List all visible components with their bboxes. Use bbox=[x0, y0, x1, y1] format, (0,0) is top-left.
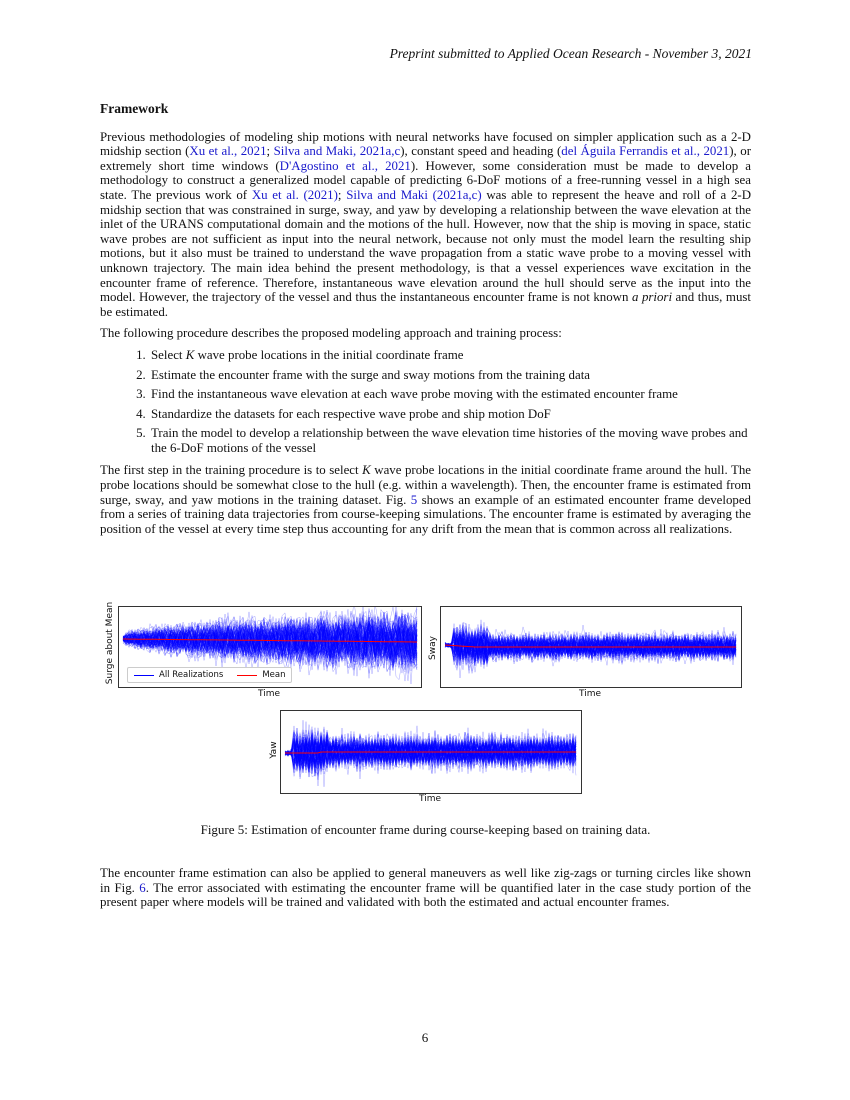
citation-link[interactable]: Xu et al., 2021 bbox=[189, 144, 267, 159]
legend-swatch-red bbox=[237, 675, 257, 676]
paragraph-2: The following procedure describes the proposed modeling approach and training process: bbox=[100, 326, 562, 341]
yaw-plot bbox=[280, 710, 582, 794]
emphasis: a priori bbox=[631, 290, 673, 305]
list-item: 2. Estimate the encounter frame with the surge and sway motions from the training data bbox=[149, 368, 751, 383]
text: ). However, some consideration must be made to develop a methodology to construct a generalized model capable of predicting 6-DoF motions of a free-running vessel in a high sea state. The previous work of bbox=[100, 158, 752, 202]
paragraph-1 bbox=[100, 130, 751, 320]
text: ; bbox=[337, 187, 347, 202]
text: was able to represent the heave and roll of a 2-D midship section that was constrained in surge, sway, and yaw by developing a relationship between the wave elevation at the inlet of the URANS computational domain and the motions of the hull. However, now that the ship is moving in space, static wave probes are not sufficient as input into the neural network, because not only must the model learn the resulting ship motions, but it also must be trained to understand the wave propagation from a static wave probe to a moving vessel with unknown trajectory. The main idea behind the present methodology, is that a vessel experiences wave excitation in the encounter frame of reference. Therefore, instantaneous wave elevation around the hull should serve as the input into the model. However, the trajectory of the vessel and thus the instantaneous encounter frame is not known bbox=[100, 187, 752, 305]
list-item: 1. Select K wave probe locations in the initial coordinate frame bbox=[149, 348, 751, 363]
list-item: 4. Standardize the datasets for each respective wave probe and ship motion DoF bbox=[149, 407, 751, 422]
sway-xlabel: Time bbox=[578, 689, 602, 699]
text: Previous methodologies of modeling ship motions with neural networks have focused on simpler application such as a 2-D midship section ( bbox=[100, 129, 751, 159]
citation-link[interactable]: Silva and Maki, 2021a,c bbox=[273, 144, 401, 159]
math-var: K bbox=[362, 463, 371, 478]
paragraph-4: The encounter frame estimation can also be applied to general maneuvers as well like zig-zags or turning circles like shown in Fig. 6. The error associated with estimating the encounter frame will be quantified later in the case study portion of the present paper where models will be trained and validated with both the estimated and actual encounter frames. bbox=[100, 866, 752, 910]
surge-plot bbox=[118, 606, 422, 688]
text: and thus, must be estimated. bbox=[100, 290, 751, 319]
list-item: 5. Train the model to develop a relationship between the wave elevation time histories of the moving wave probes and the 6-DoF motions of the vessel bbox=[149, 426, 751, 455]
text: ), or extremely short time windows ( bbox=[100, 144, 752, 173]
yaw-xlabel: Time bbox=[418, 794, 442, 804]
procedure-list bbox=[100, 348, 751, 456]
citation-link[interactable]: del Águila Ferrandis et al., 2021 bbox=[561, 144, 730, 159]
yaw-ylabel: Yaw bbox=[269, 741, 279, 759]
running-header: Preprint submitted to Applied Ocean Research - November 3, 2021 bbox=[389, 46, 752, 61]
paragraph-3: The first step in the training procedure is to select K wave probe locations in the initial coordinate frame around the hull. The probe locations should be somewhat close to the hull (e.g. within a wavelength). Then, the encounter frame is estimated from surge, sway, and yaw motions in the training dataset. Fig. 5 shows an example of an estimated encounter frame developed from a series of training data trajectories from course-keeping simulations. The encounter frame is estimated by averaging the position of the vessel at every time step thus accounting for any drift from the mean that is common across all realizations. bbox=[100, 463, 752, 536]
page-number: 6 bbox=[421, 1030, 429, 1045]
figure-ref-link[interactable]: 6 bbox=[139, 880, 146, 895]
math-var: K bbox=[185, 347, 195, 362]
legend-swatch-blue bbox=[134, 675, 154, 676]
figure-ref-link[interactable]: 5 bbox=[410, 492, 418, 507]
sway-plot-svg bbox=[441, 607, 741, 687]
citation-link[interactable]: Silva and Maki (2021a,c) bbox=[346, 187, 482, 202]
citation-link[interactable]: Xu et al. (2021) bbox=[251, 187, 338, 202]
citation-link[interactable]: D'Agostino et al., 2021 bbox=[279, 158, 411, 173]
figure-caption: Figure 5: Estimation of encounter frame during course-keeping based on training data. bbox=[200, 822, 651, 837]
sway-plot bbox=[440, 606, 742, 688]
sway-ylabel: Sway bbox=[428, 636, 438, 660]
legend-item-mean: Mean bbox=[237, 670, 285, 680]
section-title: Framework bbox=[100, 101, 169, 116]
surge-ylabel: Surge about Mean bbox=[105, 601, 115, 685]
legend bbox=[127, 667, 292, 683]
main-content bbox=[100, 102, 751, 543]
text: ), constant speed and heading ( bbox=[400, 144, 562, 159]
figure-5 bbox=[100, 598, 751, 843]
yaw-plot-svg bbox=[281, 711, 581, 793]
list-item: 3. Find the instantaneous wave elevation at each wave probe moving with the estimated encounter frame bbox=[149, 387, 751, 402]
text: ; bbox=[266, 144, 274, 159]
legend-item-realizations: All Realizations bbox=[134, 670, 223, 680]
surge-xlabel: Time bbox=[257, 689, 281, 699]
